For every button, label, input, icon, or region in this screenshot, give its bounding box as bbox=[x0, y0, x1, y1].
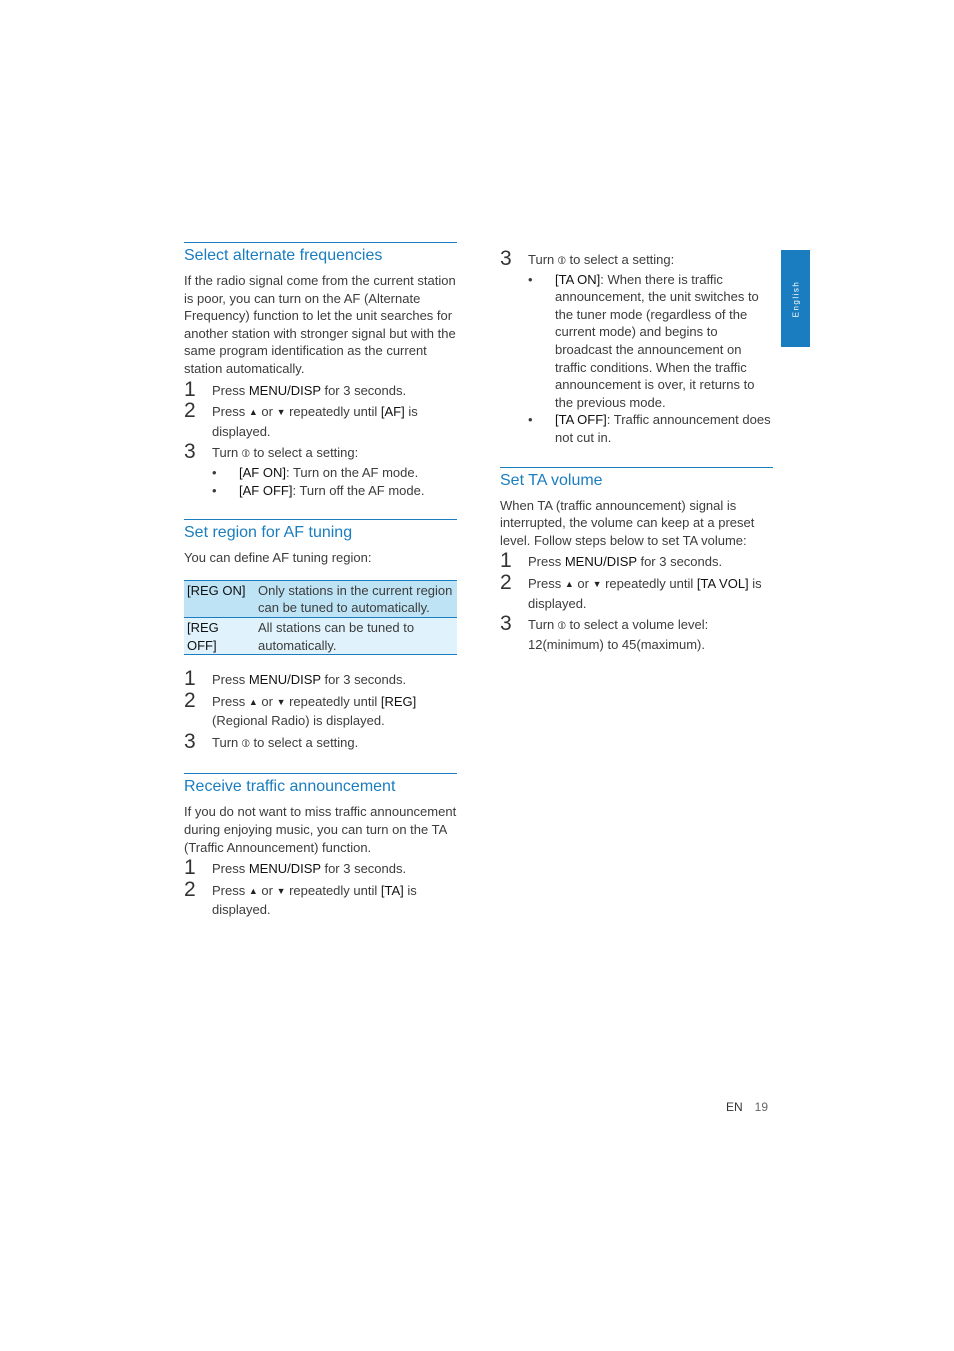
table-cell-desc: All stations can be tuned to automatically. bbox=[252, 617, 457, 654]
up-arrow-icon: ▲ bbox=[248, 696, 258, 707]
down-arrow-icon: ▼ bbox=[276, 885, 286, 896]
key-label: [TA VOL] bbox=[696, 575, 749, 591]
bullet-icon: • bbox=[528, 412, 533, 428]
key-label: [REG] bbox=[380, 693, 417, 709]
table-row bbox=[184, 580, 457, 617]
up-arrow-icon: ▲ bbox=[248, 885, 258, 896]
footer-language: EN bbox=[726, 1100, 743, 1114]
list-item: • [AF OFF]: Turn off the AF mode. bbox=[212, 482, 425, 498]
table-row bbox=[184, 617, 457, 654]
down-arrow-icon: ▼ bbox=[276, 407, 286, 418]
left-column bbox=[184, 242, 457, 919]
rotary-knob-icon: ⦶ bbox=[557, 620, 566, 633]
bullet-icon: • bbox=[528, 271, 533, 287]
key-label: MENU/DISP bbox=[248, 382, 321, 398]
key-label: [AF] bbox=[380, 404, 405, 420]
section-intro: If you do not want to miss traffic announcement during enjoying music, you can turn on the TA (Traffic Announcement) function. bbox=[184, 804, 457, 855]
section-alternate-frequencies bbox=[184, 242, 457, 499]
section-heading: Receive traffic announcement bbox=[184, 773, 457, 797]
step-3: 3 Turn ⦶ to select a setting: • [AF ON]: Turn on the AF mode. • [AF OFF]: Turn off the AF mode. bbox=[184, 444, 457, 499]
page-number: 19 bbox=[754, 1100, 769, 1114]
language-tab bbox=[781, 250, 810, 347]
up-arrow-icon: ▲ bbox=[248, 407, 258, 418]
table-cell-key: [REG OFF] bbox=[184, 617, 252, 654]
section-intro: You can define AF tuning region: bbox=[184, 550, 372, 566]
down-arrow-icon: ▼ bbox=[592, 578, 602, 589]
language-tab-label: English bbox=[791, 280, 800, 317]
section-intro: When TA (traffic announcement) signal is interrupted, the volume can keep at a preset level. Follow steps below to set TA volume: bbox=[500, 497, 755, 548]
step-number: 1 bbox=[184, 667, 196, 691]
step-number: 1 bbox=[500, 549, 512, 573]
step-2: 2 Press ▲ or ▼ repeatedly until [AF] is displayed. bbox=[184, 399, 418, 439]
rotary-knob-icon: ⦶ bbox=[557, 255, 566, 267]
section-heading: Set region for AF tuning bbox=[184, 519, 457, 543]
page-footer bbox=[726, 1100, 768, 1114]
step-3: 3 Turn ⦶ to select a setting. bbox=[184, 729, 359, 753]
step-number: 3 bbox=[184, 440, 196, 464]
ta-step-3: 3 Turn ⦶ to select a setting: • [TA ON]: When there is traffic announcement, the unit switches to the tuner mode (regardless of the current mode) and begins to broadcast the announcement on traffic conditions. When the traffic announcement is over, it returns to the previous mode. • [TA OFF]: Traffic announcement does not cut in. bbox=[500, 251, 773, 447]
rotary-knob-icon: ⦶ bbox=[241, 737, 250, 750]
right-column bbox=[500, 245, 773, 653]
step-1: 1 Press MENU/DISP for 3 seconds. bbox=[184, 377, 407, 401]
step-2: 2 Press ▲ or ▼ repeatedly until [REG] (Regional Radio) is displayed. bbox=[184, 688, 417, 729]
table-cell-desc: Only stations in the current region can be tuned to automatically. bbox=[252, 580, 457, 617]
step-3: 3 Turn ⦶ to select a volume level: 12(minimum) to 45(maximum). bbox=[500, 612, 709, 652]
bullet-list bbox=[528, 271, 773, 447]
table-cell-key: [REG ON] bbox=[184, 580, 252, 617]
step-number: 2 bbox=[184, 688, 196, 712]
step-2: 2 Press ▲ or ▼ repeatedly until [TA] is displayed. bbox=[184, 877, 417, 918]
up-arrow-icon: ▲ bbox=[564, 578, 574, 589]
down-arrow-icon: ▼ bbox=[276, 696, 286, 707]
step-number: 2 bbox=[184, 399, 196, 423]
step-number: 3 bbox=[184, 729, 196, 753]
list-item: • [AF ON]: Turn on the AF mode. bbox=[212, 464, 419, 480]
step-2: 2 Press ▲ or ▼ repeatedly until [TA VOL] is displayed. bbox=[500, 570, 762, 611]
section-heading: Set TA volume bbox=[500, 467, 773, 491]
rotary-knob-icon: ⦶ bbox=[241, 448, 250, 461]
key-label: MENU/DISP bbox=[248, 861, 321, 877]
bullet-icon: • bbox=[212, 464, 217, 480]
step-1: 1 Press MENU/DISP for 3 seconds. bbox=[500, 549, 723, 573]
key-label: MENU/DISP bbox=[564, 554, 637, 570]
bullet-list bbox=[212, 464, 457, 499]
section-heading: Select alternate frequencies bbox=[184, 242, 457, 266]
step-number: 3 bbox=[500, 612, 512, 636]
step-number: 2 bbox=[184, 877, 196, 901]
step-number: 1 bbox=[184, 377, 196, 401]
region-table bbox=[184, 580, 457, 655]
key-label: MENU/DISP bbox=[248, 672, 321, 688]
step-1: 1 Press MENU/DISP for 3 seconds. bbox=[184, 667, 407, 691]
step-1: 1 Press MENU/DISP for 3 seconds. bbox=[184, 856, 407, 880]
step-number: 1 bbox=[184, 856, 196, 880]
list-item: • [TA OFF]: Traffic announcement does not cut in. bbox=[528, 412, 771, 445]
step-number: 2 bbox=[500, 570, 512, 594]
section-ta-volume bbox=[500, 467, 773, 654]
step-number: 3 bbox=[500, 247, 512, 270]
key-label: [TA] bbox=[380, 882, 404, 898]
section-region-af bbox=[184, 519, 457, 753]
bullet-icon: • bbox=[212, 482, 217, 498]
section-traffic-announcement bbox=[184, 773, 457, 919]
section-intro: If the radio signal come from the current station is poor, you can turn on the AF (Alternate Frequency) function to let the unit searches for another station with stronger signal but with the same program identification as the current station automatically. bbox=[184, 273, 456, 376]
list-item: • [TA ON]: When there is traffic announcement, the unit switches to the tuner mode (regardless of the current mode) and begins to broadcast the announcement on traffic conditions. When the traffic announcement is over, it returns to the previous mode. bbox=[528, 271, 759, 410]
